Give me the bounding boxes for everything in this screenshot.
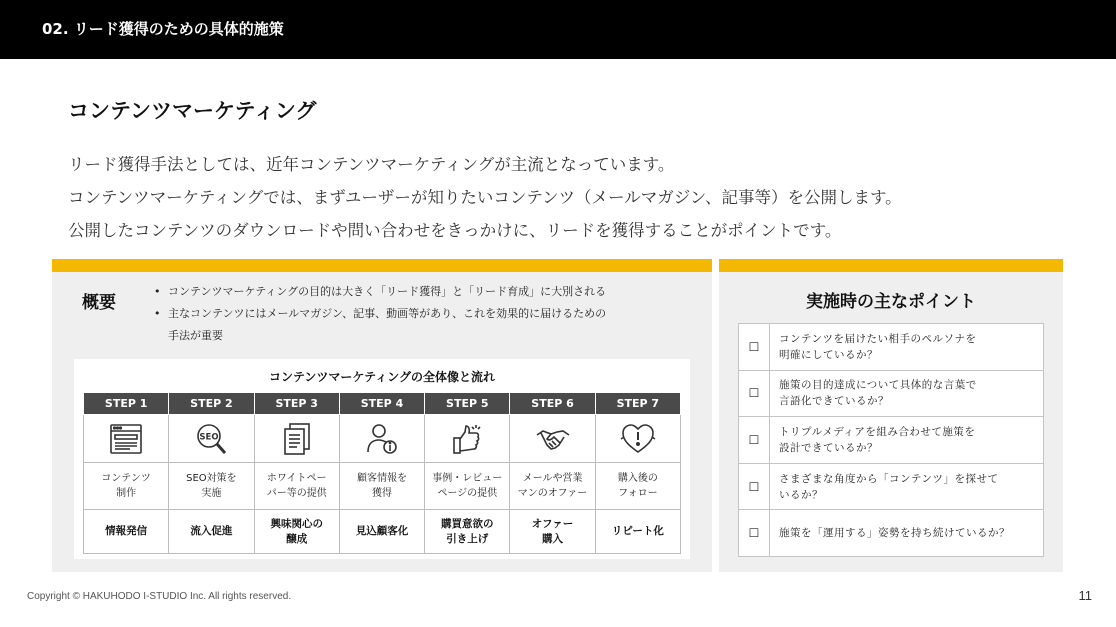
step-result: 見込顧客化	[339, 510, 424, 554]
page-number: 11	[1078, 588, 1092, 603]
step-result: 興味関心の 醸成	[254, 510, 339, 554]
user-info-icon	[364, 421, 400, 457]
checkbox[interactable]: ☐	[739, 324, 770, 371]
bullet-item: • コンテンツマーケティングの目的は大きく「リード獲得」と「リード育成」に大別される	[152, 281, 692, 303]
step-label: STEP 7	[595, 393, 680, 415]
accent-bar	[719, 259, 1063, 272]
overview-label: 概要	[82, 293, 116, 313]
step-label: STEP 6	[510, 393, 595, 415]
documents-icon	[279, 421, 315, 457]
checklist-row	[739, 370, 1044, 417]
checklist-text: トリプルメディアを組み合わせて施策を 設計できているか？	[770, 417, 1044, 464]
step-desc: 顧客情報を 獲得	[339, 463, 424, 510]
step-result: 情報発信	[84, 510, 169, 554]
flow-table	[83, 392, 681, 554]
header-bar	[0, 0, 1116, 59]
document-list-icon	[108, 421, 144, 457]
checklist-row	[739, 510, 1044, 557]
step-desc-row	[84, 463, 681, 510]
thumbs-up-icon	[449, 421, 485, 457]
intro-text	[68, 148, 902, 247]
intro-line: 公開したコンテンツのダウンロードや問い合わせをきっかけに、リードを獲得することがポイントです。	[68, 221, 842, 240]
copyright: Copyright © HAKUHODO I-STUDIO Inc. All rights reserved.	[27, 591, 292, 602]
points-panel	[719, 259, 1063, 572]
svg-text:SEO: SEO	[199, 432, 219, 442]
step-desc: 購入後の フォロー	[595, 463, 680, 510]
bullet-item-continued: 手法が重要	[168, 329, 223, 342]
checkbox[interactable]: ☐	[739, 370, 770, 417]
points-title: 実施時の主なポイント	[806, 292, 976, 312]
step-result: オファー 購入	[510, 510, 595, 554]
checklist-row	[739, 417, 1044, 464]
bullet-item: • 主なコンテンツにはメールマガジン、記事、動画等があり、これを効果的に届けるための	[152, 303, 692, 325]
step-label: STEP 1	[84, 393, 169, 415]
checklist-row	[739, 324, 1044, 371]
heart-alert-icon	[620, 421, 656, 457]
step-label: STEP 4	[339, 393, 424, 415]
step-desc: メールや営業 マンのオファー	[510, 463, 595, 510]
step-desc: ホワイトペー パー等の提供	[254, 463, 339, 510]
checkbox[interactable]: ☐	[739, 463, 770, 510]
intro-line: リード獲得手法としては、近年コンテンツマーケティングが主流となっています。	[68, 155, 675, 174]
step-label: STEP 3	[254, 393, 339, 415]
points-checklist	[738, 323, 1044, 557]
step-header-row	[84, 393, 681, 415]
handshake-icon	[535, 421, 571, 457]
checklist-text: コンテンツを届けたい相手のペルソナを 明確にしているか？	[770, 324, 1044, 371]
step-desc: SEO対策を 実施	[169, 463, 254, 510]
intro-line: コンテンツマーケティングでは、まずユーザーが知りたいコンテンツ（メールマガジン、記事等）を公開します。	[68, 188, 902, 207]
overview-bullets	[152, 281, 692, 347]
checklist-text: 施策を「運用する」姿勢を持ち続けているか？	[770, 510, 1044, 557]
step-desc: 事例・レビュー ページの提供	[425, 463, 510, 510]
step-label: STEP 2	[169, 393, 254, 415]
step-icon-row	[84, 415, 681, 463]
step-desc: コンテンツ 制作	[84, 463, 169, 510]
step-result: 流入促進	[169, 510, 254, 554]
step-label: STEP 5	[425, 393, 510, 415]
checklist-text: さまざまな角度から「コンテンツ」を探せて いるか？	[770, 463, 1044, 510]
checklist-text: 施策の目的達成について具体的な言葉で 言語化できているか？	[770, 370, 1044, 417]
checklist-row	[739, 463, 1044, 510]
step-result-row	[84, 510, 681, 554]
flow-title: コンテンツマーケティングの全体像と流れ	[269, 370, 495, 384]
step-result: 購買意欲の 引き上げ	[425, 510, 510, 554]
header-title: 02. リード獲得のための具体的施策	[42, 20, 284, 38]
section-title: コンテンツマーケティング	[68, 99, 317, 123]
accent-bar	[52, 259, 712, 272]
overview-panel	[52, 259, 712, 572]
step-result: リピート化	[595, 510, 680, 554]
flow-diagram	[74, 359, 690, 559]
checkbox[interactable]: ☐	[739, 510, 770, 557]
checkbox[interactable]: ☐	[739, 417, 770, 464]
seo-magnifier-icon	[193, 421, 229, 457]
